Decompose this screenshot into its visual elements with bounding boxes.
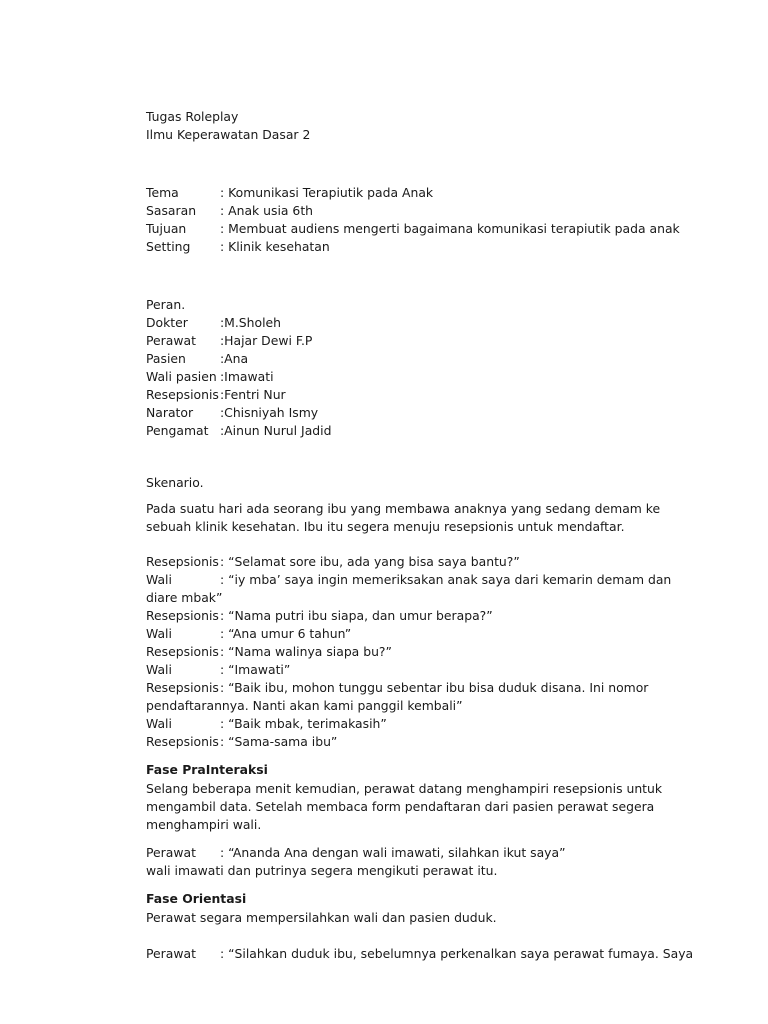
info-value: : Komunikasi Terapiutik pada Anak xyxy=(220,185,434,200)
peran-role: Pasien xyxy=(146,351,186,366)
paragraph-line: Selang beberapa menit kemudian, perawat datang menghampiri resepsionis untuk xyxy=(146,781,663,796)
dialog-row xyxy=(146,571,672,589)
document-body xyxy=(146,108,694,963)
skenario-intro-line: sebuah klinik kesehatan. Ibu itu segera menuju resepsionis untuk mendaftar. xyxy=(146,519,625,534)
peran-row xyxy=(146,386,666,404)
dialog-line: : “Nama putri ibu siapa, dan umur berapa?” xyxy=(220,608,493,623)
dialog-block xyxy=(146,553,672,751)
peran-role: Wali pasien xyxy=(146,369,217,384)
peran-name: :Imawati xyxy=(220,369,274,384)
fase-prainteraksi-heading: Fase PraInteraksi xyxy=(146,762,268,777)
dialog-row xyxy=(146,607,666,625)
dialog-speaker: Resepsionis xyxy=(146,608,219,623)
doc-subtitle: Ilmu Keperawatan Dasar 2 xyxy=(146,127,311,142)
dialog-row xyxy=(146,844,666,862)
dialog-speaker: Wali xyxy=(146,662,172,677)
dialog-row xyxy=(146,733,666,751)
peran-row xyxy=(146,422,666,440)
dialog-speaker: Resepsionis xyxy=(146,644,219,659)
dialog-line: : “Imawati” xyxy=(220,662,291,677)
peran-name: :Fentri Nur xyxy=(220,387,286,402)
dialog-row xyxy=(146,945,694,963)
dialog-row xyxy=(146,715,666,733)
dialog-speaker: Resepsionis xyxy=(146,680,219,695)
dialog-continuation: diare mbak” xyxy=(146,590,223,605)
peran-row xyxy=(146,332,666,350)
dialog-line: : “Silahkan duduk ibu, sebelumnya perkenalkan saya perawat fumaya. Saya xyxy=(220,946,694,961)
info-label: Sasaran xyxy=(146,203,197,218)
peran-name: :M.Sholeh xyxy=(220,315,282,330)
dialog-row xyxy=(146,679,666,697)
info-row xyxy=(146,238,666,256)
dialog-speaker: Wali xyxy=(146,572,172,587)
dialog-line: : “Selamat sore ibu, ada yang bisa saya bantu?” xyxy=(220,554,520,569)
dialog-line: : “Baik mbak, terimakasih” xyxy=(220,716,387,731)
peran-row xyxy=(146,368,666,386)
paragraph-line: menghampiri wali. xyxy=(146,817,262,832)
info-value: : Anak usia 6th xyxy=(220,203,314,218)
peran-row xyxy=(146,404,666,422)
dialog-speaker: Perawat xyxy=(146,946,196,961)
peran-row xyxy=(146,350,666,368)
dialog-speaker: Perawat xyxy=(146,845,196,860)
info-label: Tujuan xyxy=(146,221,187,236)
dialog-speaker: Resepsionis xyxy=(146,734,219,749)
dialog-row xyxy=(146,625,666,643)
fase-orientasi-heading: Fase Orientasi xyxy=(146,891,247,906)
dialog-speaker: Resepsionis xyxy=(146,554,219,569)
dialog-speaker: Wali xyxy=(146,716,172,731)
doc-title: Tugas Roleplay xyxy=(146,109,239,124)
peran-role: Perawat xyxy=(146,333,196,348)
info-block xyxy=(146,184,680,256)
dialog-row xyxy=(146,553,666,571)
peran-heading: Peran. xyxy=(146,297,186,312)
dialog-line: : “Nama walinya siapa bu?” xyxy=(220,644,392,659)
info-label: Tema xyxy=(146,185,179,200)
peran-role: Narator xyxy=(146,405,194,420)
skenario-heading: Skenario. xyxy=(146,475,204,490)
dialog-row xyxy=(146,661,666,679)
dialog-continuation: pendaftarannya. Nanti akan kami panggil kembali” xyxy=(146,698,463,713)
info-value: : Klinik kesehatan xyxy=(220,239,330,254)
paragraph-line: Perawat segara mempersilahkan wali dan pasien duduk. xyxy=(146,910,497,925)
dialog-line: : “iy mba’ saya ingin memeriksakan anak saya dari kemarin demam dan xyxy=(220,572,672,587)
info-row xyxy=(146,202,666,220)
info-row xyxy=(146,220,680,238)
peran-row xyxy=(146,314,666,332)
info-label: Setting xyxy=(146,239,191,254)
dialog-row xyxy=(146,643,666,661)
info-value: : Membuat audiens mengerti bagaimana komunikasi terapiutik pada anak xyxy=(220,221,680,236)
paragraph-line: wali imawati dan putrinya segera mengikuti perawat itu. xyxy=(146,863,498,878)
dialog-line: : “Ananda Ana dengan wali imawati, silahkan ikut saya” xyxy=(220,845,566,860)
peran-name: :Chisniyah Ismy xyxy=(220,405,319,420)
dialog-line: : “Ana umur 6 tahun” xyxy=(220,626,352,641)
peran-name: :Hajar Dewi F.P xyxy=(220,333,313,348)
peran-role: Dokter xyxy=(146,315,188,330)
peran-role: Resepsionis xyxy=(146,387,219,402)
dialog-line: : “Baik ibu, mohon tunggu sebentar ibu bisa duduk disana. Ini nomor xyxy=(220,680,649,695)
paragraph-line: mengambil data. Setelah membaca form pendaftaran dari pasien perawat segera xyxy=(146,799,655,814)
dialog-speaker: Wali xyxy=(146,626,172,641)
dialog-line: : “Sama-sama ibu” xyxy=(220,734,338,749)
peran-list xyxy=(146,314,666,440)
info-row xyxy=(146,184,666,202)
peran-role: Pengamat xyxy=(146,423,209,438)
peran-name: :Ana xyxy=(220,351,249,366)
skenario-intro-line: Pada suatu hari ada seorang ibu yang membawa anaknya yang sedang demam ke xyxy=(146,501,661,516)
peran-name: :Ainun Nurul Jadid xyxy=(220,423,332,438)
